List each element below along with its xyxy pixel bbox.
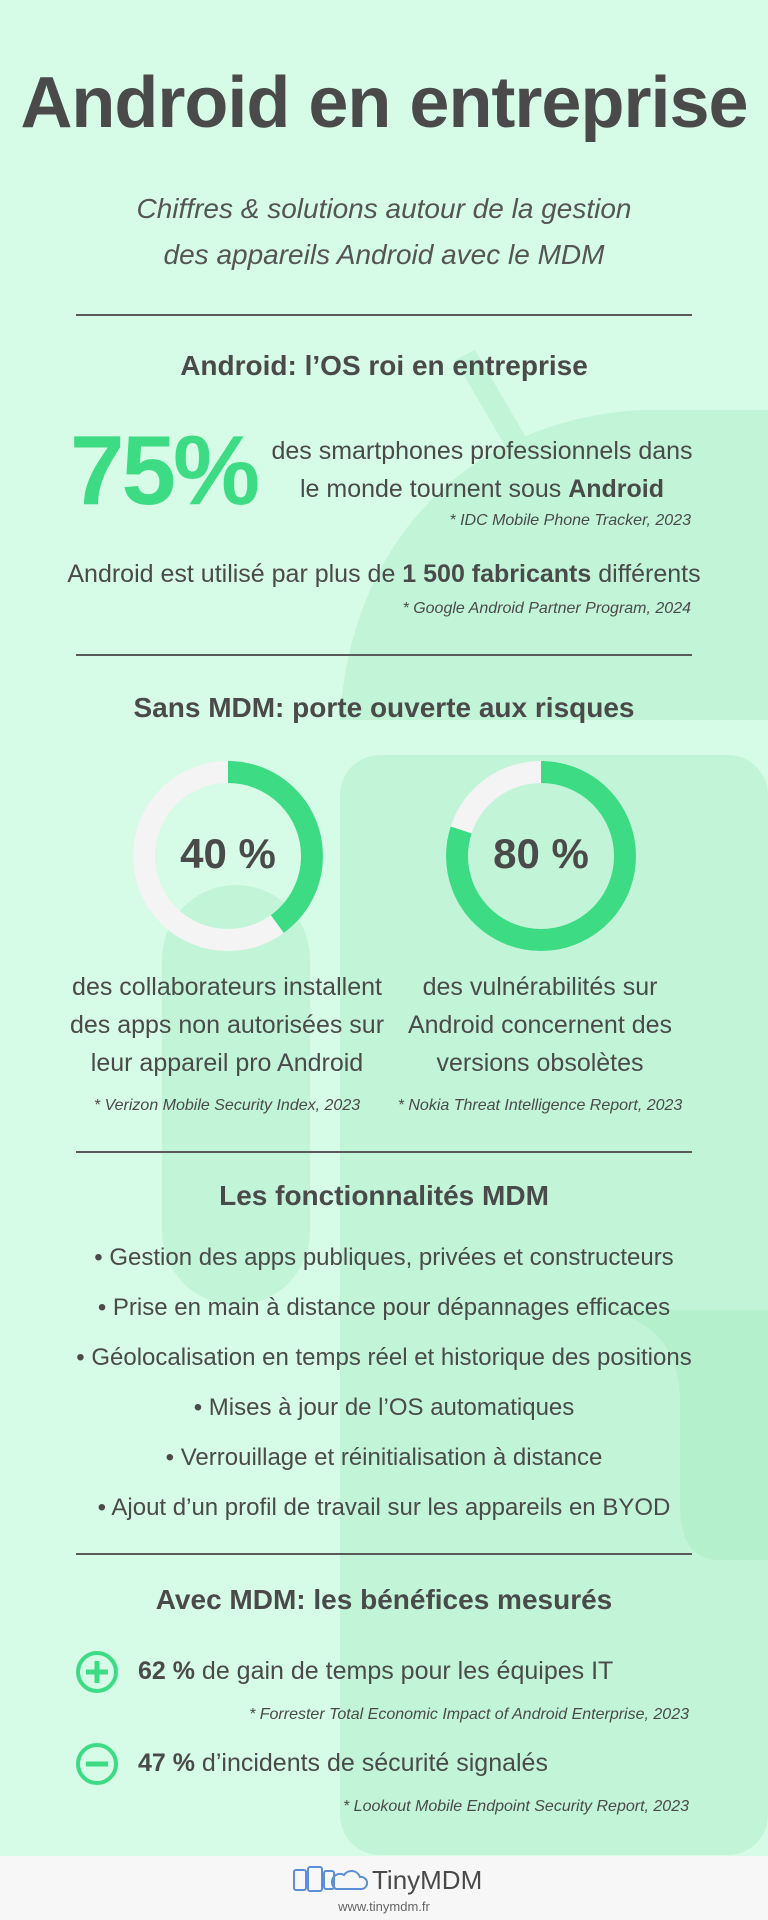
stat-75-line-2: [262, 470, 702, 508]
divider: [76, 1553, 692, 1555]
benefit-time: [138, 1657, 613, 1686]
divider: [76, 654, 692, 656]
risk-80-source: * Nokia Threat Intelligence Report, 2023: [397, 1097, 683, 1114]
donut-80-label: 80 %: [493, 830, 589, 877]
risk-stat-80-text: [380, 968, 700, 1082]
stat-75-line-1: des smartphones professionnels dans: [271, 437, 693, 465]
subtitle: [0, 186, 768, 278]
risk-40-line-1: des collaborateurs installent: [72, 973, 382, 1001]
benefit-incidents-value: 47 %: [138, 1749, 195, 1777]
big-stat-75: 75%: [70, 415, 258, 525]
brand-url[interactable]: www.tinymdm.fr: [338, 1899, 430, 1914]
subtitle-line-1: Chiffres & solutions autour de la gestion: [136, 193, 632, 224]
subtitle-line-2: des appareils Android avec le MDM: [163, 239, 605, 270]
makers-suffix: différents: [591, 560, 701, 588]
stat-75-line-2-text: le monde tournent sous: [299, 475, 569, 503]
footer: [0, 1856, 768, 1920]
feature-item: • Verrouillage et réinitialisation à distance: [165, 1444, 603, 1471]
makers-stat: [0, 560, 768, 589]
risk-40-line-3: leur appareil pro Android: [90, 1049, 364, 1077]
risk-80-line-3: versions obsolètes: [436, 1049, 644, 1077]
page-title: Android en entreprise: [20, 63, 748, 143]
feature-item: • Géolocalisation en temps réel et historique des positions: [76, 1344, 692, 1371]
section-heading-risks: Sans MDM: porte ouverte aux risques: [133, 692, 635, 723]
risk-80-line-1: des vulnérabilités sur: [422, 973, 658, 1001]
risk-80-line-2: Android concernent des: [407, 1011, 673, 1039]
minus-circle-icon: [75, 1742, 119, 1786]
divider: [76, 1151, 692, 1153]
benefit-incidents-source: * Lookout Mobile Endpoint Security Report, 2023: [343, 1798, 689, 1815]
benefit-time-value: 62 %: [138, 1657, 195, 1685]
donut-40-label: 40 %: [180, 830, 276, 877]
brand-name: TinyMDM: [372, 1865, 483, 1895]
divider: [76, 314, 692, 316]
section-heading-features: Les fonctionnalités MDM: [219, 1180, 549, 1211]
risk-40-line-2: des apps non autorisées sur: [69, 1011, 385, 1039]
risk-stat-40-text: [67, 968, 387, 1082]
risk-40-source: * Verizon Mobile Security Index, 2023: [93, 1097, 361, 1114]
feature-item: • Gestion des apps publiques, privées et constructeurs: [94, 1244, 674, 1271]
stat-75-description: [262, 432, 702, 508]
stat-75-source: * IDC Mobile Phone Tracker, 2023: [449, 512, 691, 529]
benefit-time-text: de gain de temps pour les équipes IT: [194, 1657, 614, 1685]
benefit-incidents-text: d’incidents de sécurité signalés: [194, 1749, 548, 1777]
feature-item: • Mises à jour de l’OS automatiques: [193, 1394, 575, 1421]
stat-75-line-2-bold: Android: [568, 475, 665, 503]
section-heading-os: Android: l’OS roi en entreprise: [180, 350, 588, 381]
makers-prefix: Android est utilisé par plus de: [67, 560, 403, 588]
makers-source: * Google Android Partner Program, 2024: [402, 600, 691, 617]
section-heading-benefits: Avec MDM: les bénéfices mesurés: [155, 1584, 613, 1615]
feature-item: • Prise en main à distance pour dépannages efficaces: [97, 1294, 671, 1321]
makers-bold: 1 500 fabricants: [402, 560, 592, 588]
devices-cloud-icon: [292, 1865, 368, 1893]
benefit-time-source: * Forrester Total Economic Impact of Android Enterprise, 2023: [249, 1706, 689, 1723]
feature-item: • Ajout d’un profil de travail sur les appareils en BYOD: [97, 1494, 671, 1521]
plus-circle-icon: [75, 1650, 119, 1694]
benefit-incidents: [138, 1749, 548, 1778]
